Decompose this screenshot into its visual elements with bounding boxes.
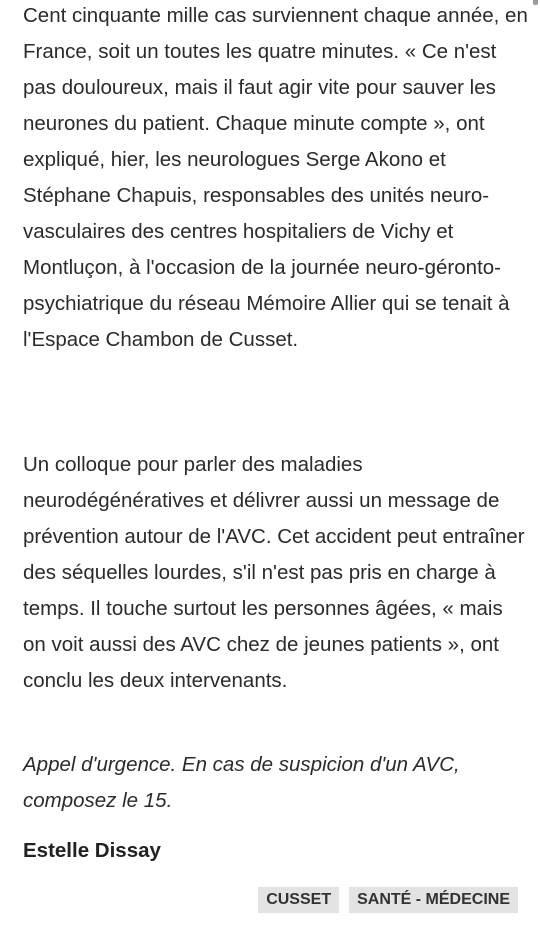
article-paragraph-2: Un colloque pour parler des maladies neurodégénératives et délivrer aussi un message de prévention autour de l'AVC. Cet accident peut entraîner des séquelles lourdes, s'il n'est pas pris en charge à temps. Il touche surtout les personnes âgées, « mais on voit aussi des AVC chez de jeunes patients », ont conclu les deux intervenants. bbox=[23, 453, 525, 692]
tag-sante-medecine[interactable]: SANTÉ - MÉDECINE bbox=[349, 887, 518, 913]
tag-cusset[interactable]: CUSSET bbox=[258, 887, 339, 913]
article-paragraph-1: Cent cinquante mille cas surviennent chaque année, en France, soit un toutes les quatre minutes. « Ce n'est pas douloureux, mais il faut agir vite pour sauver les neurones du patient. Chaque minute compte », ont expliqué, hier, les neurologues Serge Akono et Stéphane Chapuis, responsables des unités neuro-vasculaires des centres hospitaliers de Vichy et Montluçon, à l'occasion de la journée neuro-géronto-psychiatrique du réseau Mémoire Allier qui se tenait à l'Espace Chambon de Cusset. bbox=[23, 4, 528, 351]
article-author: Estelle Dissay bbox=[23, 839, 161, 862]
tag-list bbox=[258, 887, 518, 913]
scrollbar-thumb[interactable] bbox=[533, 0, 538, 5]
emergency-note: Appel d'urgence. En cas de suspicion d'un AVC, composez le 15. bbox=[23, 753, 460, 812]
